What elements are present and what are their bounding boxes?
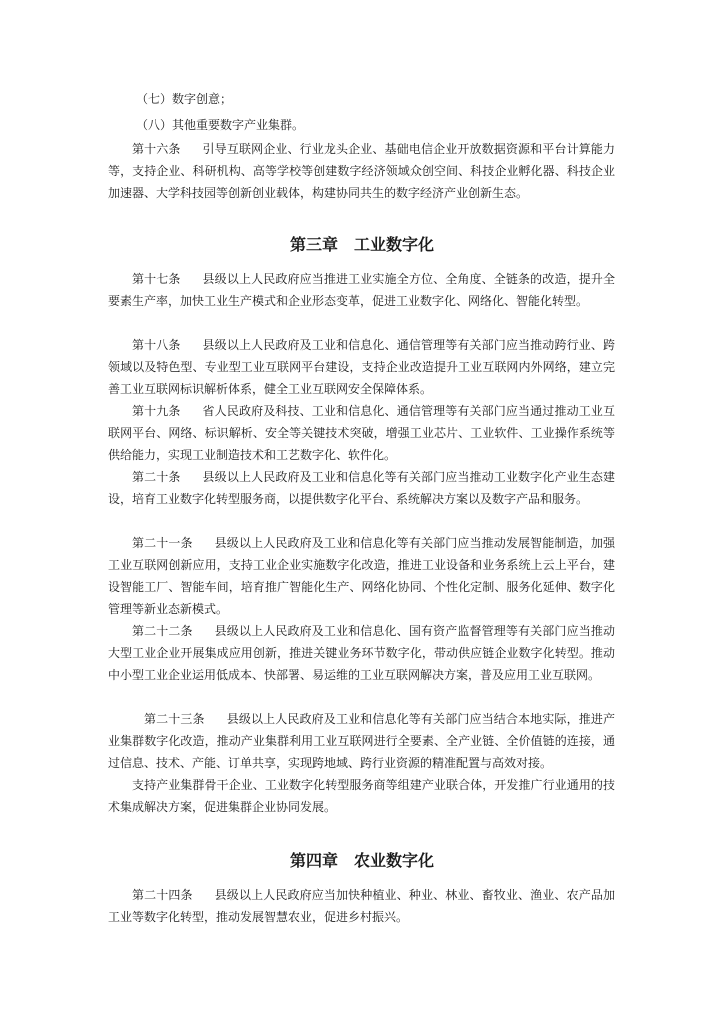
article-number: 第二十四条 xyxy=(132,888,193,902)
article-text: 县级以上人民政府应当推进工业实施全方位、全角度、全链条的改造，提升全要素生产率，加快工业生产模式和企业形态变革，促进工业数字化、网络化、智能化转型。 xyxy=(108,272,615,308)
article-text: 省人民政府及科技、工业和信息化、通信管理等有关部门应当通过推动工业互联网平台、网络、标识解析、安全等关键技术突破，增强工业芯片、工业软件、工业操作系统等供给能力，实现工业制造技术和工艺数字化、软件化。 xyxy=(108,404,615,462)
article-number: 第十七条 xyxy=(132,272,181,286)
article-number: 第二十二条 xyxy=(132,624,193,638)
chapter-heading: 第四章 农业数字化 xyxy=(289,851,434,870)
article-text: 县级以上人民政府及工业和信息化、通信管理等有关部门应当推动跨行业、跨领域以及特色型、专业型工业互联网平台建设，支持企业改造提升工业互联网内外网络，建立完善工业互联网标识解析体系，健全工业互联网安全保障体系。 xyxy=(108,338,615,396)
article-20 xyxy=(108,466,615,510)
article-text: 县级以上人民政府应当加快种植业、种业、林业、畜牧业、渔业、农产品加工业等数字化转型，推动发展智慧农业，促进乡村振兴。 xyxy=(108,888,615,924)
article-text: 县级以上人民政府及工业和信息化等有关部门应当推动工业数字化产业生态建设，培育工业数字化转型服务商，以提供数字化平台、系统解决方案以及数字产品和服务。 xyxy=(108,470,615,506)
article-number: 第十六条 xyxy=(132,142,181,156)
chapter-heading: 第三章 工业数字化 xyxy=(289,235,434,254)
article-16 xyxy=(108,138,615,204)
article-text: 县级以上人民政府及工业和信息化、国有资产监督管理等有关部门应当推动大型工业企业开展集成应用创新，推进关键业务环节数字化，带动供应链企业数字化转型。推动中小型工业企业运用低成本、快部署、易运维的工业互联网解决方案，普及应用工业互联网。 xyxy=(108,624,615,682)
article-23 xyxy=(108,708,615,774)
list-item: （八）其他重要数字产业集群。 xyxy=(136,118,305,132)
article-number: 第十九条 xyxy=(132,404,181,418)
article-24 xyxy=(108,884,615,928)
article-18 xyxy=(108,334,615,400)
article-number: 第二十条 xyxy=(132,470,181,484)
article-text: 县级以上人民政府及工业和信息化等有关部门应当结合本地实际，推进产业集群数字化改造，推动产业集群利用工业互联网进行全要素、全产业链、全价值链的连接，通过信息、技术、产能、订单共享，实现跨地域、跨行业资源的精准配置与高效对接。 xyxy=(108,712,615,770)
article-22 xyxy=(108,620,615,686)
article-number: 第二十三条 xyxy=(144,712,205,726)
article-23-para-2 xyxy=(108,774,615,818)
article-17 xyxy=(108,268,615,312)
article-text: 县级以上人民政府及工业和信息化等有关部门应当推动发展智能制造，加强工业互联网创新应用，支持工业企业实施数字化改造，推进工业设备和业务系统上云上平台，建设智能工厂、智能车间，培育推广智能化生产、网络化协同、个性化定制、服务化延伸、数字化管理等新业态新模式。 xyxy=(108,536,615,616)
article-text: 支持产业集群骨干企业、工业数字化转型服务商等组建产业联合体，开发推广行业通用的技术集成解决方案，促进集群企业协同发展。 xyxy=(108,778,615,814)
article-number: 第二十一条 xyxy=(132,536,193,550)
article-number: 第十八条 xyxy=(132,338,181,352)
article-21 xyxy=(108,532,615,620)
article-19 xyxy=(108,400,615,466)
article-text: 引导互联网企业、行业龙头企业、基础电信企业开放数据资源和平台计算能力等，支持企业、科研机构、高等学校等创建数字经济领域众创空间、科技企业孵化器、科技企业加速器、大学科技园等创新创业载体，构建协同共生的数字经济产业创新生态。 xyxy=(108,142,615,200)
list-item: （七）数字创意； xyxy=(136,92,233,106)
